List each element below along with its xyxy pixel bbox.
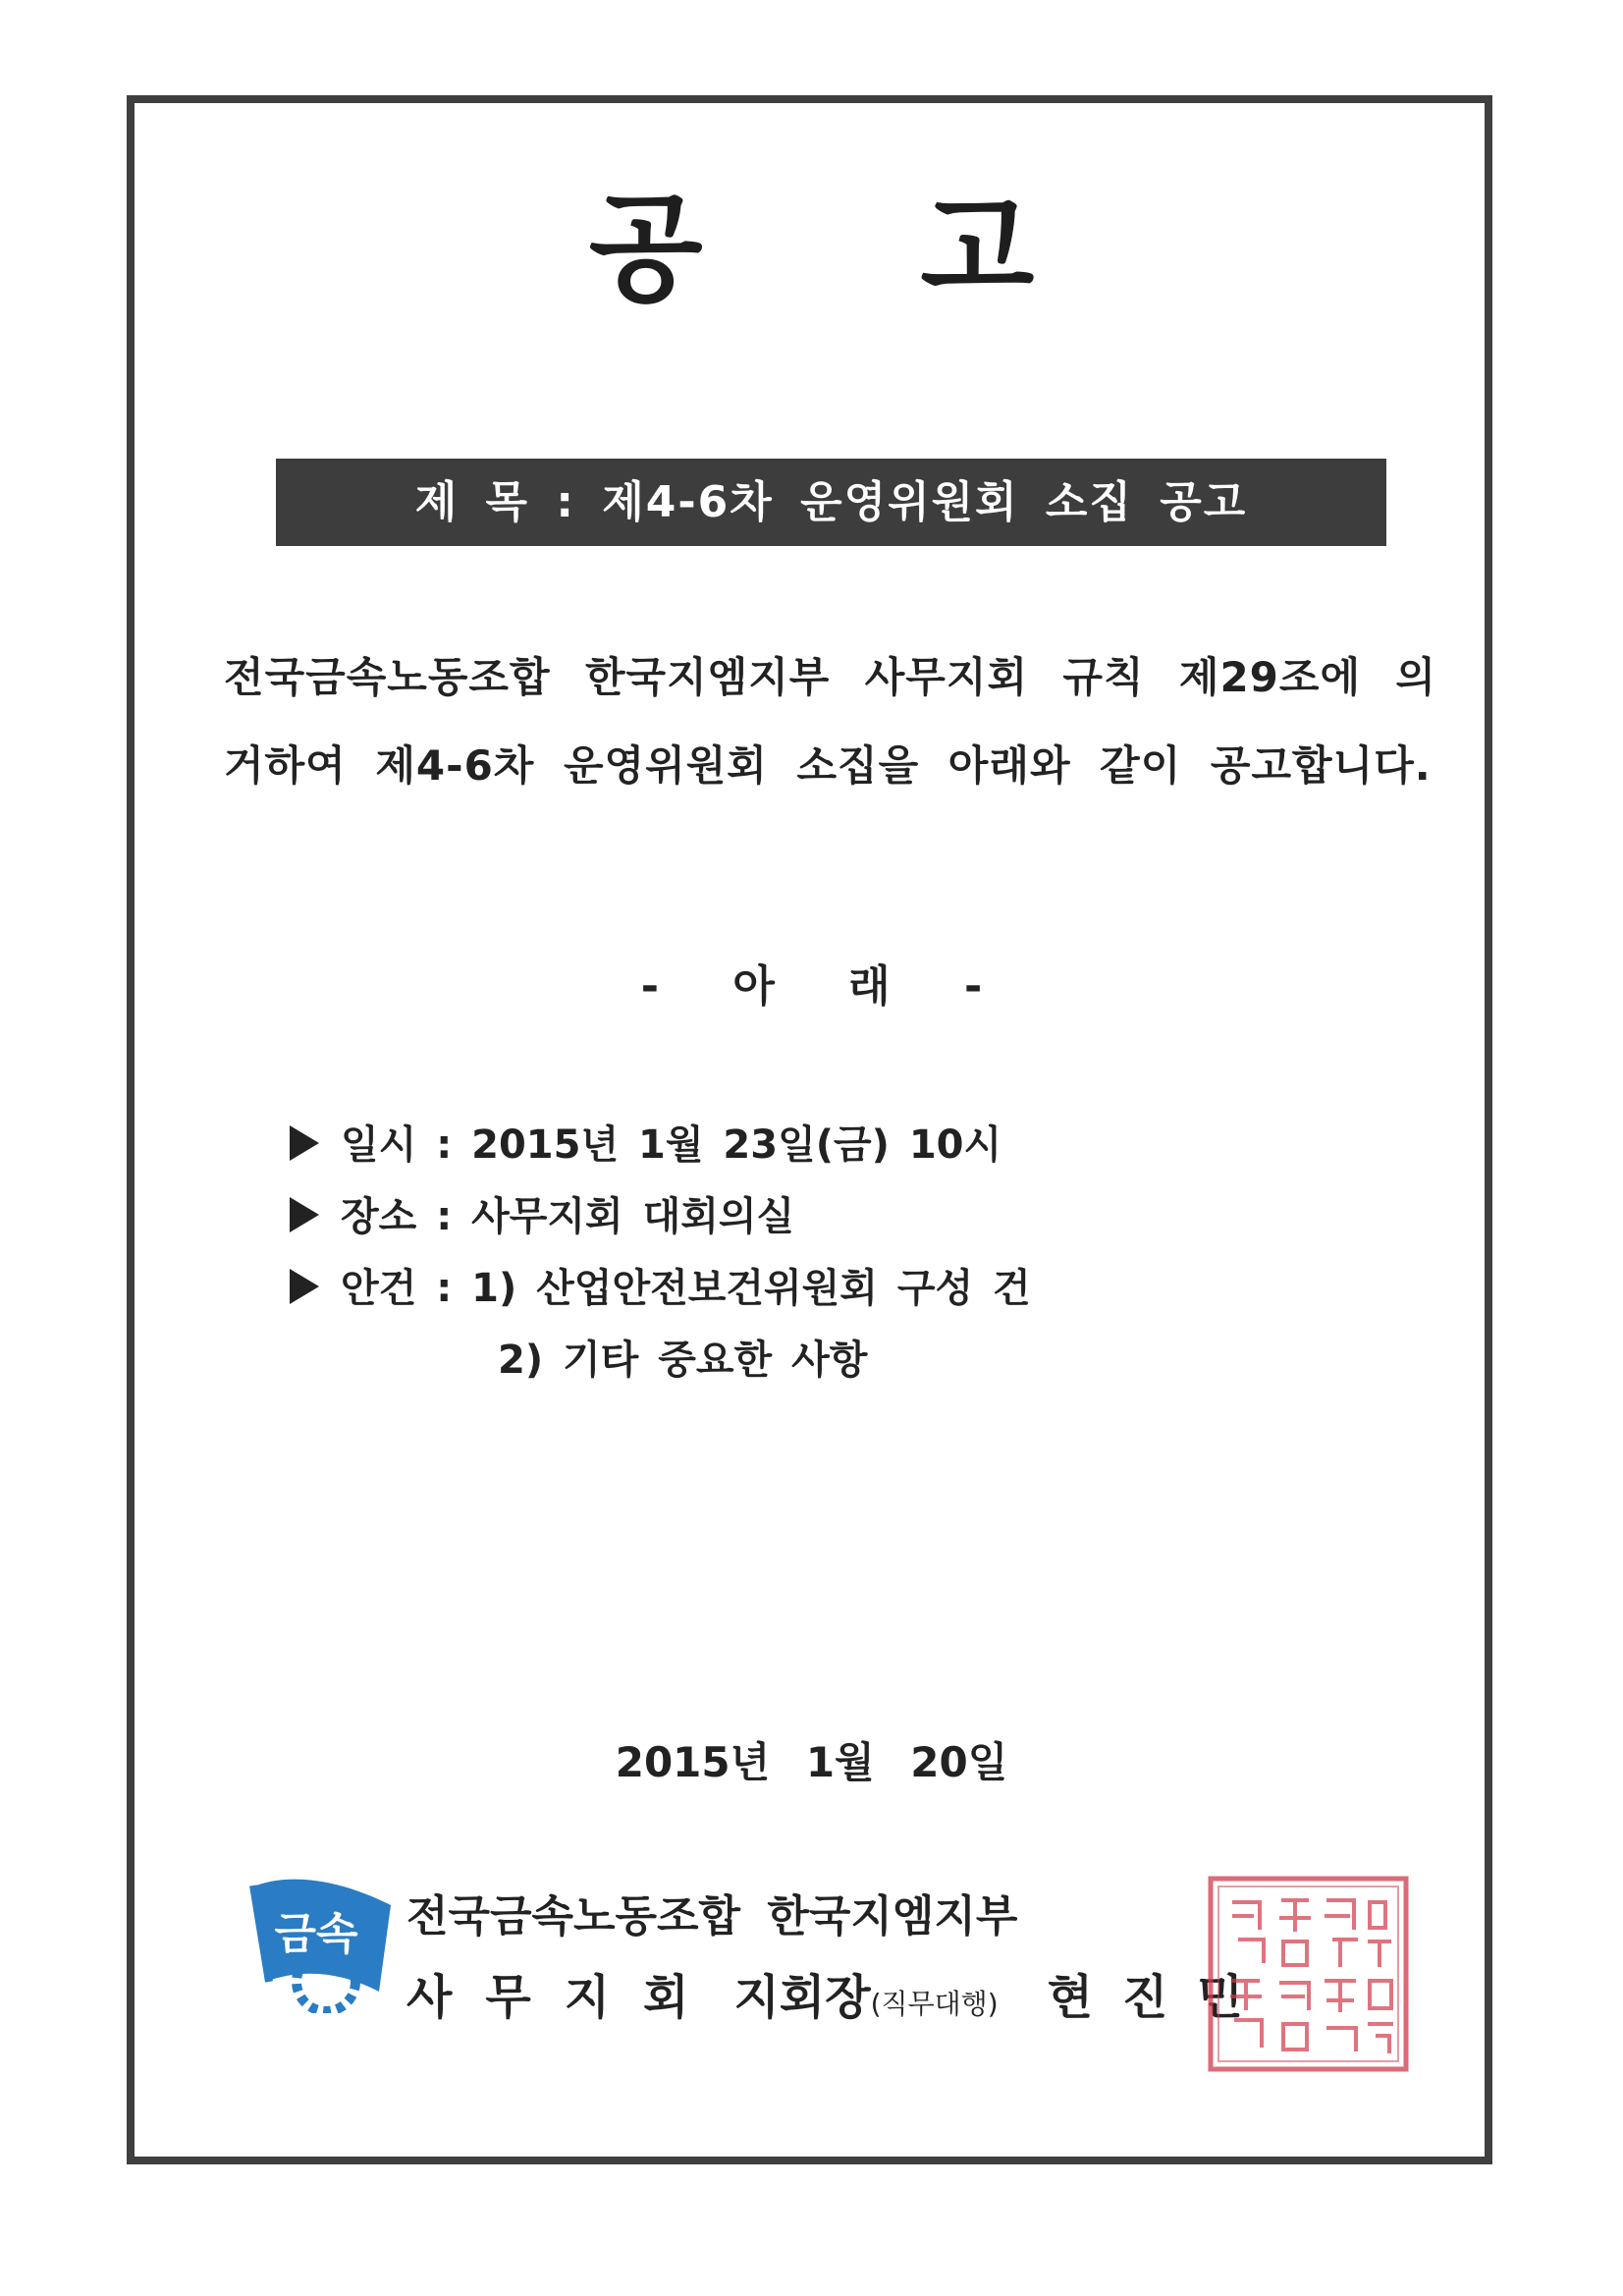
triangle-bullet-icon — [290, 1125, 319, 1161]
item-text: 일시 : 2015년 1월 23일(금) 10시 — [341, 1122, 1002, 1168]
list-item-continuation — [290, 1325, 1370, 1396]
triangle-bullet-icon — [290, 1197, 319, 1232]
subject-text: 제 목 : 제4-6차 운영위원회 소집 공고 — [414, 477, 1248, 527]
organization-name: 전국금속노동조합 한국지엠지부 — [406, 1891, 1018, 1941]
page-title: 공 고 — [588, 182, 1123, 318]
official-seal-icon — [1203, 1871, 1414, 2077]
body-paragraph: 전국금속노동조합 한국지엠지부 사무지회 규칙 제29조에 의거하여 제4-6차 운영위원회 소집을 아래와 같이 공고합니다. — [224, 653, 1436, 790]
agenda-list — [290, 1110, 1370, 1396]
list-item — [290, 1253, 1370, 1325]
list-item — [290, 1181, 1370, 1253]
triangle-bullet-icon — [290, 1269, 319, 1304]
office-name: 사무지회 — [406, 1970, 723, 2025]
acting-note: (직무대행) — [870, 1988, 999, 2020]
signatory-name: 현진민 — [1047, 1970, 1272, 2025]
issue-date: 2015년 1월 20일 — [615, 1738, 1008, 1786]
item-text: 안건 : 1) 산업안전보건위원회 구성 건 — [341, 1266, 1031, 1311]
union-logo-icon — [243, 1866, 403, 2013]
signature-line — [406, 1959, 1272, 2027]
item-text: 장소 : 사무지회 대회의실 — [341, 1194, 795, 1239]
svg-text:금속: 금속 — [274, 1909, 358, 1959]
item-text: 2) 기타 중요한 사항 — [498, 1338, 868, 1383]
subject-bar — [276, 459, 1386, 546]
role-title: 지회장 — [733, 1970, 871, 2025]
notice-heading: - 아 래 - — [640, 961, 983, 1011]
list-item — [290, 1110, 1370, 1181]
